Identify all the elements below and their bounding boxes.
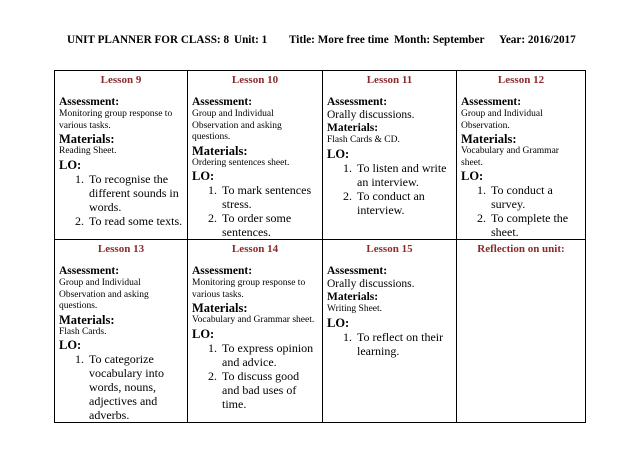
materials-label: Materials:: [192, 301, 248, 315]
assessment-text: Monitoring group response to various tasks.: [59, 109, 173, 131]
lesson-cell: [55, 71, 188, 240]
materials-text: Vocabulary and Grammar sheet.: [192, 315, 315, 325]
materials-text: Flash Cards.: [59, 326, 107, 337]
learning-objective: 1. To mark sentences stress.: [220, 183, 318, 211]
lo-label: LO:: [59, 157, 82, 172]
materials-text: Reading Sheet.: [59, 146, 117, 156]
planner-header: [67, 34, 627, 50]
assessment-label: Assessment:: [192, 96, 253, 108]
lesson-cell: [323, 240, 457, 423]
learning-objective: 2. To read some texts.: [87, 214, 183, 228]
learning-objective: 1. To categorize vocabulary into words, nouns, adjectives and adverbs.: [87, 352, 183, 422]
materials-label: Materials:: [192, 143, 248, 158]
lesson-title: Lesson 14: [231, 243, 279, 255]
materials-label: Materials:: [59, 312, 115, 327]
materials-label: Materials:: [59, 132, 115, 146]
unit-month: Month: September: [394, 34, 485, 46]
assessment-text: Monitoring group response to various tasks.: [192, 278, 306, 300]
table-row: [55, 71, 586, 240]
assessment-text: Orally discussions.: [327, 109, 415, 121]
lo-label: LO:: [327, 146, 350, 161]
learning-objectives-list: [327, 161, 452, 217]
lo-label: LO:: [192, 326, 215, 341]
lesson-cell: [188, 240, 323, 423]
lo-label: LO:: [192, 169, 215, 183]
assessment-label: Assessment:: [59, 96, 120, 108]
lesson-title: Lesson 12: [497, 74, 545, 86]
assessment-label: Assessment:: [59, 265, 120, 277]
materials-text: Writing Sheet.: [327, 304, 383, 314]
learning-objective: 2. To complete the sheet.: [489, 211, 581, 239]
unit-planner-table: [54, 70, 586, 423]
materials-text: Ordering sentences sheet.: [192, 157, 290, 168]
planner-class-title: UNIT PLANNER FOR CLASS: 8: [67, 34, 230, 46]
assessment-label: Assessment:: [327, 265, 388, 277]
lesson-cell: [323, 71, 457, 240]
learning-objective: 2. To discuss good and bad uses of time.: [220, 369, 318, 411]
lo-label: LO:: [59, 338, 82, 352]
unit-number: Unit: 1: [234, 34, 268, 46]
assessment-label: Assessment:: [192, 265, 253, 277]
lesson-cell: [55, 240, 188, 423]
lesson-title: Lesson 11: [366, 74, 413, 86]
lesson-title: Lesson 9: [100, 74, 142, 86]
learning-objective: 1. To express opinion and advice.: [220, 341, 318, 369]
assessment-label: Assessment:: [327, 96, 388, 108]
learning-objectives-list: [461, 183, 581, 239]
learning-objectives-list: [192, 183, 318, 239]
table-row: [55, 240, 586, 423]
assessment-text: Group and Individual Observation and asking questions.: [192, 109, 282, 142]
lesson-cell: [188, 71, 323, 240]
reflection-cell: [457, 240, 586, 423]
learning-objective: 2. To order some sentences.: [220, 211, 318, 239]
learning-objectives-list: [192, 341, 318, 411]
assessment-text: Group and Individual Observation and asking questions.: [59, 278, 149, 311]
learning-objective: 2. To conduct an interview.: [355, 189, 452, 217]
assessment-text: Group and Individual Observation.: [461, 109, 543, 131]
unit-title: Title: More free time: [289, 34, 389, 46]
lesson-cell: [457, 71, 586, 240]
lo-label: LO:: [461, 169, 484, 183]
materials-text: Flash Cards & CD.: [327, 135, 400, 145]
lo-label: LO:: [327, 315, 350, 330]
materials-label: Materials:: [461, 132, 517, 146]
lesson-title: Lesson 13: [97, 243, 145, 255]
learning-objective: 1. To reflect on their learning.: [355, 330, 452, 358]
learning-objective: 1. To listen and write an interview.: [355, 161, 452, 189]
materials-label: Materials:: [327, 291, 379, 303]
learning-objectives-list: [327, 330, 452, 358]
reflection-title: Reflection on unit:: [477, 243, 565, 255]
materials-text: Vocabulary and Grammar sheet.: [461, 146, 559, 168]
learning-objective: 1. To recognise the different sounds in words.: [87, 172, 183, 214]
school-year: Year: 2016/2017: [499, 34, 576, 46]
learning-objectives-list: [59, 172, 183, 228]
assessment-label: Assessment:: [461, 96, 522, 108]
lesson-title: Lesson 10: [231, 74, 279, 86]
learning-objectives-list: [59, 352, 183, 422]
lesson-title: Lesson 15: [366, 243, 413, 255]
learning-objective: 1. To conduct a survey.: [489, 183, 581, 211]
materials-label: Materials:: [327, 122, 379, 134]
assessment-text: Orally discussions.: [327, 278, 415, 290]
